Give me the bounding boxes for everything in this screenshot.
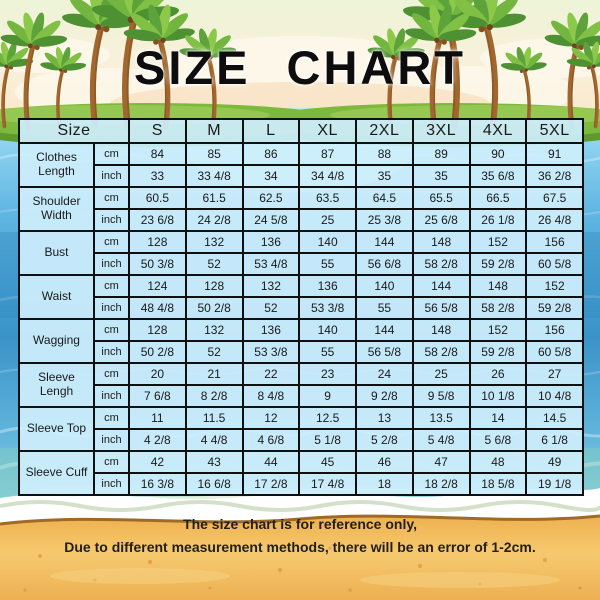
value-cell: 148: [413, 319, 470, 341]
value-cell: 4 4/8: [186, 429, 243, 451]
value-cell: 22: [243, 363, 300, 385]
value-cell: 11.5: [186, 407, 243, 429]
value-cell: 144: [413, 275, 470, 297]
value-cell: 19 1/8: [526, 473, 583, 495]
unit-cell-inch: inch: [94, 253, 129, 275]
value-cell: 16 3/8: [129, 473, 186, 495]
value-cell: 25: [299, 209, 356, 231]
value-cell: 10 4/8: [526, 385, 583, 407]
value-cell: 60 5/8: [526, 253, 583, 275]
value-cell: 53 4/8: [243, 253, 300, 275]
unit-cell-inch: inch: [94, 473, 129, 495]
value-cell: 88: [356, 143, 413, 165]
value-cell: 35: [356, 165, 413, 187]
value-cell: 144: [356, 231, 413, 253]
size-col-header-s: S: [129, 119, 186, 143]
size-col-header-5xl: 5XL: [526, 119, 583, 143]
value-cell: 5 6/8: [470, 429, 527, 451]
value-cell: 152: [470, 231, 527, 253]
table-row: [19, 231, 583, 253]
value-cell: 53 3/8: [299, 297, 356, 319]
value-cell: 89: [413, 143, 470, 165]
value-cell: 136: [299, 275, 356, 297]
table-row: [19, 187, 583, 209]
value-cell: 26 1/8: [470, 209, 527, 231]
size-header-cell: Size: [19, 119, 129, 143]
value-cell: 25 6/8: [413, 209, 470, 231]
size-col-header-3xl: 3XL: [413, 119, 470, 143]
value-cell: 60.5: [129, 187, 186, 209]
value-cell: 132: [186, 231, 243, 253]
value-cell: 44: [243, 451, 300, 473]
value-cell: 17 4/8: [299, 473, 356, 495]
footer-line-2: Due to different measurement methods, there will be an error of 1-2cm.: [64, 539, 536, 555]
unit-cell-inch: inch: [94, 385, 129, 407]
value-cell: 8 4/8: [243, 385, 300, 407]
value-cell: 27: [526, 363, 583, 385]
table-row: [19, 275, 583, 297]
value-cell: 132: [186, 319, 243, 341]
value-cell: 144: [356, 319, 413, 341]
unit-cell-cm: cm: [94, 319, 129, 341]
unit-cell-inch: inch: [94, 209, 129, 231]
value-cell: 13: [356, 407, 413, 429]
value-cell: 60 5/8: [526, 341, 583, 363]
value-cell: 55: [299, 253, 356, 275]
value-cell: 56 5/8: [356, 341, 413, 363]
value-cell: 26 4/8: [526, 209, 583, 231]
value-cell: 42: [129, 451, 186, 473]
value-cell: 34: [243, 165, 300, 187]
value-cell: 55: [356, 297, 413, 319]
value-cell: 17 2/8: [243, 473, 300, 495]
value-cell: 58 2/8: [470, 297, 527, 319]
value-cell: 59 2/8: [470, 253, 527, 275]
value-cell: 140: [299, 319, 356, 341]
value-cell: 13.5: [413, 407, 470, 429]
row-label: Shoulder Width: [19, 187, 94, 231]
size-col-header-l: L: [243, 119, 300, 143]
row-label: Sleeve Top: [19, 407, 94, 451]
value-cell: 66.5: [470, 187, 527, 209]
unit-cell-cm: cm: [94, 231, 129, 253]
unit-cell-inch: inch: [94, 341, 129, 363]
value-cell: 5 4/8: [413, 429, 470, 451]
value-cell: 24 5/8: [243, 209, 300, 231]
value-cell: 67.5: [526, 187, 583, 209]
value-cell: 18 2/8: [413, 473, 470, 495]
value-cell: 91: [526, 143, 583, 165]
size-col-header-xl: XL: [299, 119, 356, 143]
value-cell: 10 1/8: [470, 385, 527, 407]
value-cell: 24: [356, 363, 413, 385]
value-cell: 25: [413, 363, 470, 385]
value-cell: 8 2/8: [186, 385, 243, 407]
unit-cell-cm: cm: [94, 363, 129, 385]
value-cell: 140: [356, 275, 413, 297]
footer-line-1: The size chart is for reference only,: [183, 516, 417, 532]
value-cell: 23: [299, 363, 356, 385]
value-cell: 84: [129, 143, 186, 165]
value-cell: 52: [243, 297, 300, 319]
value-cell: 5 1/8: [299, 429, 356, 451]
value-cell: 4 2/8: [129, 429, 186, 451]
unit-cell-cm: cm: [94, 143, 129, 165]
value-cell: 12: [243, 407, 300, 429]
size-col-header-4xl: 4XL: [470, 119, 527, 143]
unit-cell-cm: cm: [94, 451, 129, 473]
size-col-header-2xl: 2XL: [356, 119, 413, 143]
value-cell: 18: [356, 473, 413, 495]
size-col-header-m: M: [186, 119, 243, 143]
value-cell: 36 2/8: [526, 165, 583, 187]
page-title: SIZE CHART: [134, 41, 466, 94]
value-cell: 56 5/8: [413, 297, 470, 319]
value-cell: 62.5: [243, 187, 300, 209]
value-cell: 50 3/8: [129, 253, 186, 275]
value-cell: 58 2/8: [413, 341, 470, 363]
value-cell: 9: [299, 385, 356, 407]
value-cell: 18 5/8: [470, 473, 527, 495]
size-table-head-row: [19, 119, 583, 143]
value-cell: 20: [129, 363, 186, 385]
value-cell: 48: [470, 451, 527, 473]
value-cell: 124: [129, 275, 186, 297]
value-cell: 87: [299, 143, 356, 165]
value-cell: 86: [243, 143, 300, 165]
value-cell: 9 5/8: [413, 385, 470, 407]
table-row: [19, 297, 583, 319]
value-cell: 85: [186, 143, 243, 165]
value-cell: 132: [243, 275, 300, 297]
value-cell: 148: [413, 231, 470, 253]
value-cell: 156: [526, 319, 583, 341]
table-row: [19, 429, 583, 451]
table-row: [19, 165, 583, 187]
row-label: Sleeve Cuff: [19, 451, 94, 495]
size-table-body: [19, 143, 583, 495]
unit-cell-inch: inch: [94, 165, 129, 187]
value-cell: 152: [526, 275, 583, 297]
row-label: Waist: [19, 275, 94, 319]
value-cell: 59 2/8: [470, 341, 527, 363]
value-cell: 47: [413, 451, 470, 473]
value-cell: 14: [470, 407, 527, 429]
value-cell: 26: [470, 363, 527, 385]
unit-cell-cm: cm: [94, 275, 129, 297]
table-row: [19, 363, 583, 385]
value-cell: 148: [470, 275, 527, 297]
value-cell: 46: [356, 451, 413, 473]
value-cell: 56 6/8: [356, 253, 413, 275]
value-cell: 128: [129, 231, 186, 253]
row-label: Clothes Length: [19, 143, 94, 187]
value-cell: 53 3/8: [243, 341, 300, 363]
value-cell: 43: [186, 451, 243, 473]
value-cell: 136: [243, 231, 300, 253]
table-row: [19, 319, 583, 341]
value-cell: 48 4/8: [129, 297, 186, 319]
value-cell: 21: [186, 363, 243, 385]
value-cell: 55: [299, 341, 356, 363]
value-cell: 33 4/8: [186, 165, 243, 187]
value-cell: 50 2/8: [129, 341, 186, 363]
unit-cell-cm: cm: [94, 407, 129, 429]
value-cell: 52: [186, 253, 243, 275]
value-cell: 90: [470, 143, 527, 165]
value-cell: 128: [129, 319, 186, 341]
value-cell: 140: [299, 231, 356, 253]
value-cell: 58 2/8: [413, 253, 470, 275]
value-cell: 12.5: [299, 407, 356, 429]
value-cell: 33: [129, 165, 186, 187]
value-cell: 5 2/8: [356, 429, 413, 451]
value-cell: 59 2/8: [526, 297, 583, 319]
value-cell: 65.5: [413, 187, 470, 209]
value-cell: 34 4/8: [299, 165, 356, 187]
size-table: [18, 118, 584, 496]
value-cell: 49: [526, 451, 583, 473]
value-cell: 63.5: [299, 187, 356, 209]
value-cell: 156: [526, 231, 583, 253]
unit-cell-inch: inch: [94, 429, 129, 451]
value-cell: 45: [299, 451, 356, 473]
table-row: [19, 341, 583, 363]
value-cell: 35 6/8: [470, 165, 527, 187]
table-row: [19, 253, 583, 275]
table-row: [19, 209, 583, 231]
value-cell: 50 2/8: [186, 297, 243, 319]
value-cell: 7 6/8: [129, 385, 186, 407]
value-cell: 9 2/8: [356, 385, 413, 407]
unit-cell-cm: cm: [94, 187, 129, 209]
footer-note: [0, 513, 600, 559]
value-cell: 4 6/8: [243, 429, 300, 451]
value-cell: 152: [470, 319, 527, 341]
table-row: [19, 473, 583, 495]
value-cell: 25 3/8: [356, 209, 413, 231]
value-cell: 24 2/8: [186, 209, 243, 231]
table-row: [19, 407, 583, 429]
row-label: Wagging: [19, 319, 94, 363]
value-cell: 136: [243, 319, 300, 341]
table-row: [19, 385, 583, 407]
value-cell: 11: [129, 407, 186, 429]
value-cell: 128: [186, 275, 243, 297]
value-cell: 52: [186, 341, 243, 363]
value-cell: 64.5: [356, 187, 413, 209]
value-cell: 14.5: [526, 407, 583, 429]
value-cell: 16 6/8: [186, 473, 243, 495]
row-label: Bust: [19, 231, 94, 275]
value-cell: 23 6/8: [129, 209, 186, 231]
table-row: [19, 143, 583, 165]
value-cell: 35: [413, 165, 470, 187]
value-cell: 61.5: [186, 187, 243, 209]
value-cell: 6 1/8: [526, 429, 583, 451]
table-row: [19, 451, 583, 473]
row-label: Sleeve Lengh: [19, 363, 94, 407]
unit-cell-inch: inch: [94, 297, 129, 319]
